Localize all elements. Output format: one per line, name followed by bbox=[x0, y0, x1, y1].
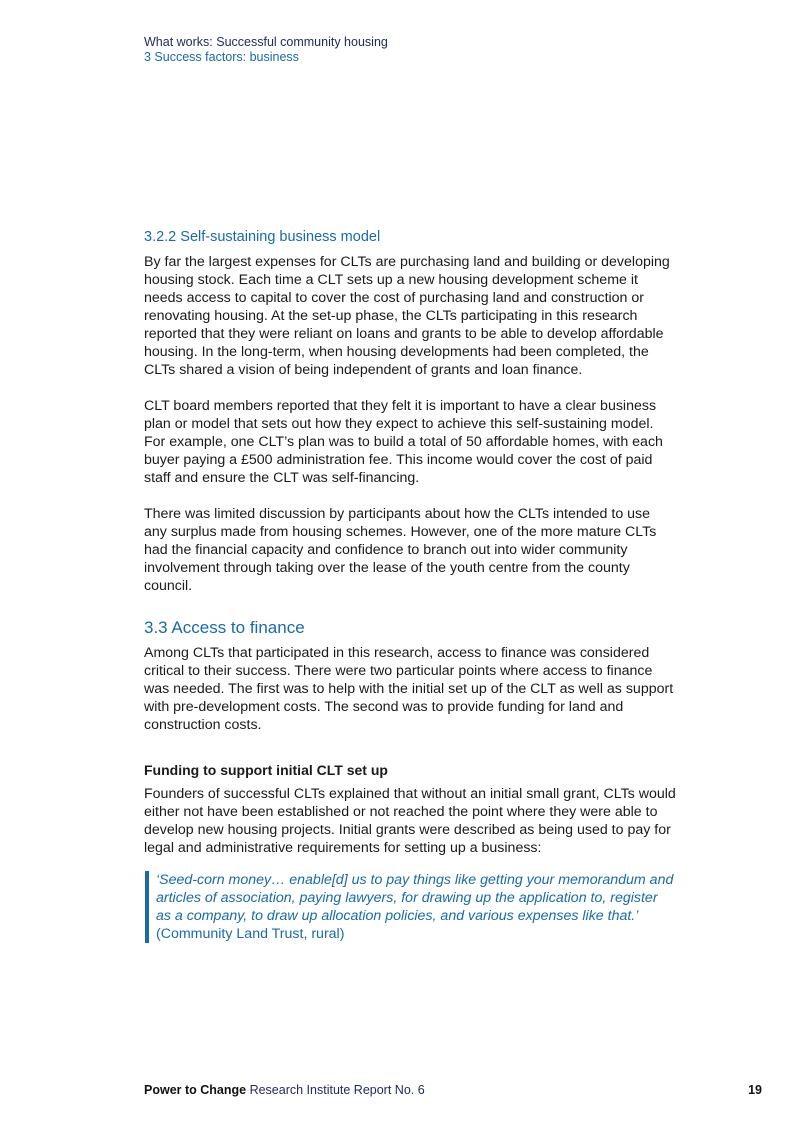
quote-source: (Community Land Trust, rural) bbox=[156, 926, 345, 942]
section-3-3-heading: 3.3 Access to finance bbox=[144, 618, 305, 637]
quote-paragraph bbox=[156, 871, 676, 943]
running-header bbox=[144, 35, 388, 65]
page-body bbox=[144, 228, 676, 943]
quote-text: ‘Seed-corn money… enable[d] us to pay things like getting your memorandum and articles of association, paying lawyers, for drawing up the application to, register as a company, to draw up allocation policies, and various expenses like that.’ bbox=[156, 872, 674, 924]
body-paragraph: CLT board members reported that they felt it is important to have a clear business plan or model that sets out how they expect to achieve this self-sustaining model. For example, one CLT’s plan was to build a total of 50 affordable homes, with each buyer paying a £500 administration fee. This income would cover the cost of paid staff and ensure the CLT was self-financing. bbox=[144, 398, 663, 486]
funding-subheading: Funding to support initial CLT set up bbox=[144, 762, 388, 778]
pull-quote bbox=[145, 871, 676, 943]
footer-brand: Power to Change bbox=[144, 1083, 247, 1097]
body-paragraph: Among CLTs that participated in this research, access to finance was considered critical to their success. There were two particular points where access to finance was needed. The first was to help with the initial set up of the CLT as well as support with pre-development costs. The second was to provide funding for land and construction costs. bbox=[144, 645, 674, 733]
page-footer bbox=[144, 1083, 762, 1098]
body-paragraph: Founders of successful CLTs explained that without an initial small grant, CLTs would either not have been established or not reached the point where they were able to develop new housing projects. Initial grants were described as being used to pay for legal and administrative requirements for setting up a business: bbox=[144, 786, 676, 856]
body-paragraph: There was limited discussion by participants about how the CLTs intended to use any surplus made from housing schemes. However, one of the more mature CLTs had the financial capacity and confidence to branch out into wider community involvement through taking over the lease of the youth centre from the county council. bbox=[144, 506, 657, 594]
document-title: What works: Successful community housing bbox=[144, 35, 388, 49]
body-paragraph: By far the largest expenses for CLTs are purchasing land and building or developing housing stock. Each time a CLT sets up a new housing development scheme it needs access to capital to cover the cost of purchasing land and construction or renovating housing. At the set-up phase, the CLTs participating in this research reported that they were reliant on loans and grants to be able to develop affordable housing. In the long-term, when housing developments had been completed, the CLTs shared a vision of being independent of grants and loan finance. bbox=[144, 254, 670, 378]
section-3-2-2-heading: 3.2.2 Self-sustaining business model bbox=[144, 229, 381, 245]
footer-report-title: Research Institute Report No. 6 bbox=[249, 1083, 425, 1097]
page-number: 19 bbox=[748, 1083, 762, 1097]
chapter-title: 3 Success factors: business bbox=[144, 50, 299, 64]
